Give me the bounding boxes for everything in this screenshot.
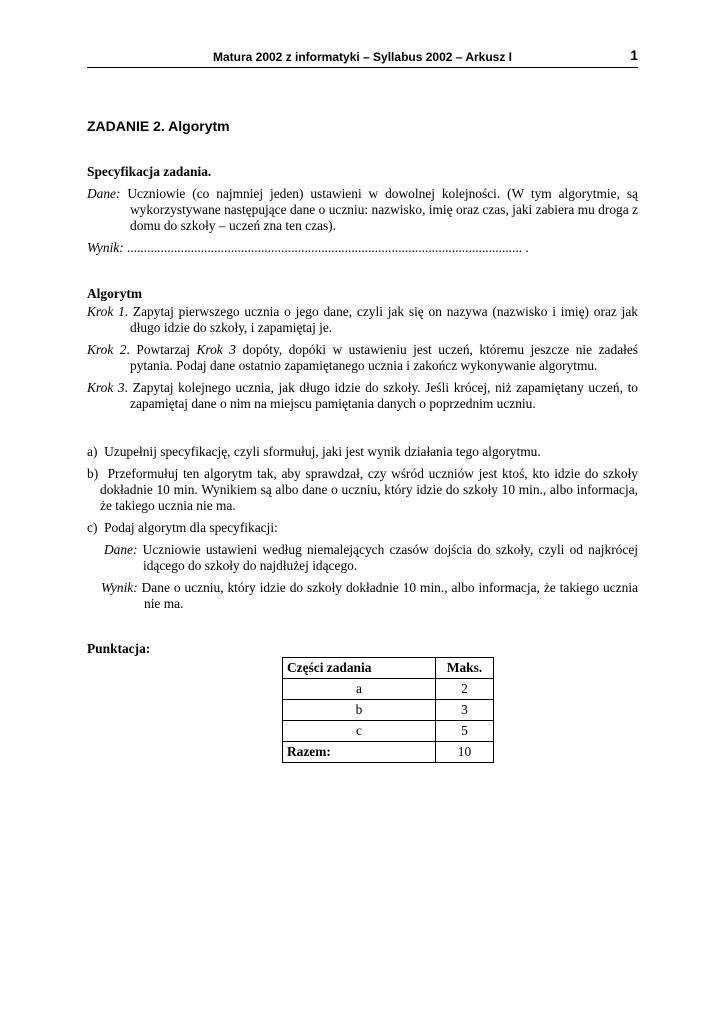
question-c-wynik (87, 580, 638, 612)
header-title: Matura 2002 z informatyki – Syllabus 2002 – Arkusz I (212, 50, 513, 64)
spec-dane (87, 186, 638, 234)
c-wynik-label: Wynik: (101, 580, 138, 595)
spec-wynik-text: ...................................................................................................................... . (123, 240, 529, 255)
question-b (87, 466, 638, 514)
spec-dane-label: Dane: (87, 186, 121, 201)
table-row (283, 679, 494, 700)
step-reference: Krok 3 (196, 342, 236, 357)
algorithm-step (87, 380, 638, 412)
question-c (87, 520, 638, 536)
table-row (283, 721, 494, 742)
total-value: 10 (436, 742, 494, 763)
c-dane-text: Uczniowie ustawieni według niemalejących czasów dojścia do szkoły, czyli od najkrócej idącego do szkoły do najdłużej idącego. (137, 542, 638, 573)
algorithm-heading: Algorytm (87, 286, 143, 301)
question-marker: a) (87, 444, 98, 459)
step-text: . Zapytaj kolejnego ucznia, jak długo idzie do szkoły. Jeśli krócej, niż zapamiętany uczeń, to zapamiętaj dane o nim na miejscu pamiętania danych o poprzednim uczniu. (124, 380, 638, 411)
algorithm-step (87, 342, 638, 374)
c-dane-label: Dane: (104, 542, 138, 557)
questions-section (87, 444, 638, 612)
task-title: ZADANIE 2. Algorytm (87, 118, 230, 134)
step-text: dopóty, dopóki w ustawieniu jest uczeń, któremu jeszcze nie zadałeś pytania. Podaj dane ostatnio zapamiętanego ucznia i zakończ wykonywanie algorytmu. (130, 342, 639, 373)
spec-heading: Specyfikacja zadania. (87, 164, 212, 179)
spec-wynik (87, 240, 638, 256)
part-cell: b (283, 700, 436, 721)
max-cell: 5 (436, 721, 494, 742)
algorithm-section (87, 286, 638, 412)
table-total-row (283, 742, 494, 763)
step-text: . Zapytaj pierwszego ucznia o jego dane, czyli jak się on nazywa (nazwisko i imię) oraz jak długo idzie do szkoły, i zapamiętaj je. (124, 304, 638, 335)
total-label: Razem: (283, 742, 436, 763)
question-text: Przeformułuj ten algorytm tak, aby sprawdzał, czy wśród uczniów jest ktoś, kto idzie do szkoły dokładnie 10 min. Wynikiem są albo dane o uczniu, który idzie do szkoły 10 min., albo informacja, że takiego ucznia nie ma. (100, 466, 638, 513)
part-cell: a (283, 679, 436, 700)
step-label: Krok 3 (87, 380, 125, 395)
question-text: Uzupełnij specyfikację, czyli sformułuj, jaki jest wynik działania tego algorytmu. (104, 444, 541, 459)
specification-section (87, 164, 638, 256)
question-marker: c) (87, 520, 98, 535)
table-row (283, 700, 494, 721)
max-cell: 2 (436, 679, 494, 700)
c-wynik-text: Dane o uczniu, który idzie do szkoły dokładnie 10 min., albo informacja, że takiego ucznia nie ma. (137, 580, 638, 611)
column-header-parts: Części zadania (283, 658, 436, 679)
algorithm-step (87, 304, 638, 336)
page-number: 1 (630, 47, 638, 63)
page-header (87, 49, 638, 68)
step-text: . Powtarzaj (126, 342, 197, 357)
scoring-heading: Punktacja: (87, 641, 151, 656)
column-header-max: Maks. (436, 658, 494, 679)
question-marker: b) (87, 466, 99, 481)
question-text: Podaj algorytm dla specyfikacji: (104, 520, 278, 535)
table-header-row (283, 658, 494, 679)
question-c-dane (87, 542, 638, 574)
max-cell: 3 (436, 700, 494, 721)
step-label: Krok 1 (87, 304, 125, 319)
step-label: Krok 2 (87, 342, 127, 357)
scoring-table (282, 657, 494, 763)
spec-wynik-label: Wynik: (87, 240, 124, 255)
part-cell: c (283, 721, 436, 742)
spec-dane-text: Uczniowie (co najmniej jeden) ustawieni w dowolnej kolejności. (W tym algorytmie, są wykorzystywane następujące dane o uczniu: nazwisko, imię oraz czas, jaki zabiera mu droga z domu do szkoły – uczeń zna ten czas). (120, 186, 638, 233)
question-a (87, 444, 638, 460)
